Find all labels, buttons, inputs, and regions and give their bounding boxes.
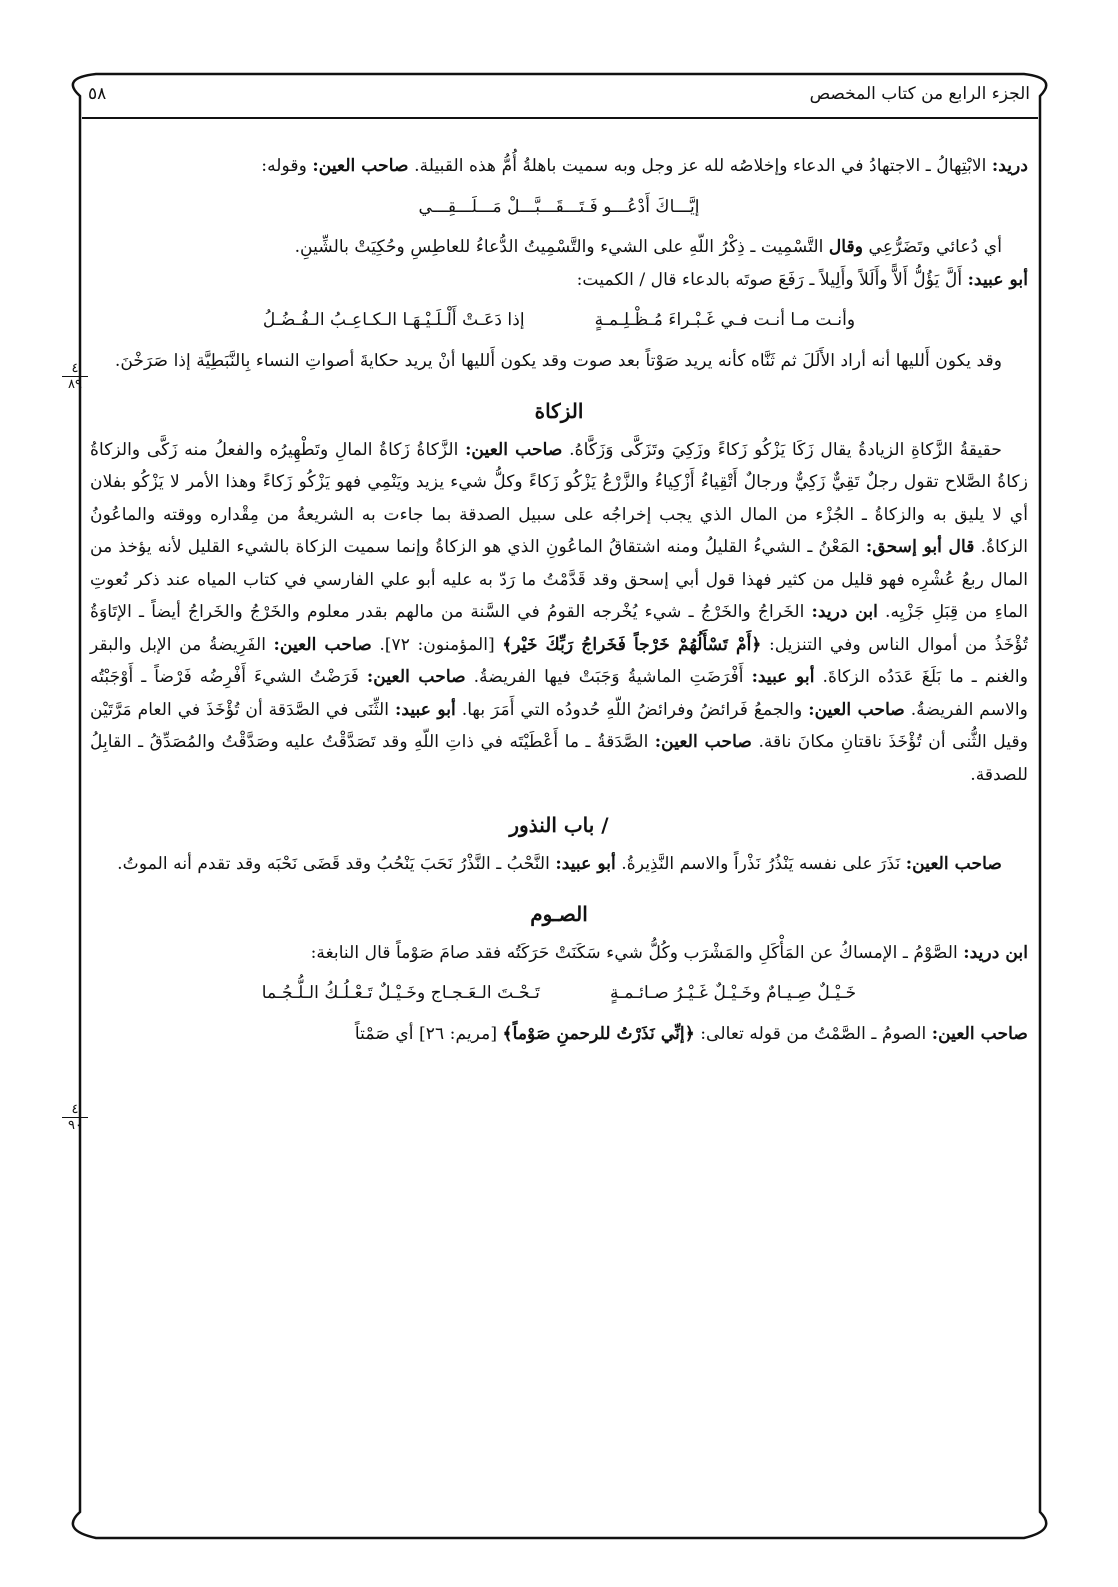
paragraph: صاحب العين: نَذَرَ على نفسه يَنْذُرُ نَذْراً والاسم النَّذِيرةُ. أبو عبيد: النَّحْبُ ـ النَّذْرُ نَحَبَ يَنْحُبُ وقد قَضَى نَحْبَه وقد تقدم أنه الموتُ. [117,853,1002,874]
source-name: أبو عبيد: [967,269,1028,290]
header-title: الجزء الرابع من كتاب المخصص [809,84,1030,104]
quran-quote: ﴿أَمْ تَسْأَلُهُمْ خَرْجاً فَخَراجُ رَبِّكَ خَيْر﴾ [502,634,762,655]
paragraph: حقيقةُ الزَّكاةِ الزيادةُ يقال زَكَا يَزْكُو زَكاءً وزَكِيَ وتَزَكَّى وَزَكَّاهُ. صاحب العين: الزَّكاةُ زَكاةُ المالِ وتَطْهِيرُه والفعلُ منه زَكَّى والزكاةُ زكاةُ الصَّلاح تقول رجلٌ تَقِيٌّ زَكِيٌّ ورجالٌ أَتْقِياءُ أَزْكِياءُ والزَّرْعُ يَزْكُو زَكاءً وكلُّ شيء يزيد ويَنْمِي فهو يَزْكُو زَكاءً وهذا الأمر لا يَزْكُو بفلان أي لا يليق به والزكاةُ ـ الجُزْء من المال الذي يجب إخراجُه على سبيل الصدقة بما جاءت به الشريعةُ من مِقْداره ووقته والماعُونُ الزكاةُ. قال أبو إسحق: المَعْنُ ـ الشيءُ القليلُ ومنه اشتقاقُ الماعُونِ الذي هو الزكاةُ وإنما سميت الزكاة بالشيء القليل لأنه يؤخذ من المال ربعُ عُشْرِه فهو قليل من كثير فهذا قول أبي إسحق وقد قَدَّمْتُ ما رَدّ به عليه أبو علي الفارسي في كتاب المياه عند ذكر نُعوتِ الماءِ من قِبَلِ جَزْيِه. ابن دريد: الخَراجُ والخَرْجُ ـ شيء يُخْرجه القومُ في السَّنة من مالهم بقدر معلوم والخَرْجُ والخَراجُ أيضاً ـ الإتَاوَةُ تُؤْخَذُ من أموال الناس وفي التنزيل: ﴿أَمْ تَسْأَلُهُمْ خَرْجاً فَخَراجُ رَبِّكَ خَيْر﴾ [المؤمنون: ٧٢]. صاحب العين: الفَرِيضةُ من الإبل والبقر والغنم ـ ما بَلَغَ عَدَدُه الزكاةَ. أبو عبيد: أَفْرَضَتِ الماشيةُ وَجَبَتْ فيها الفريضةُ. صاحب العين: فَرَضْتُ الشيءَ أَفْرِضُه فَرْضاً ـ أَوْجَبْتُه والاسم الفريضةُ. صاحب العين: والجمعُ فَرائضُ وفرائضُ اللّهِ حُدودُه التي أَمَرَ بها. أبو عبيد: الثِّنَى في الصَّدَقة أن تُؤْخَذَ في العام مَرَّتَيْن وقيل الثُّنى أن تُؤْخَذَ ناقتانِ مكانَ ناقة. صاحب العين: الصَّدَقةُ ـ ما أَعْطَيْتَه في ذاتِ اللّهِ وقد تَصَدَّقْتُ عليه وصَدَّقْتُ والمُصَدِّقُ ـ القابِلُ للصدقة. [90,439,1029,785]
verse-hemistich-second: إذا دَعَـتْ أَلْـلَـيْـهَـا الـكـاعِـبُ الـفُـضُـلُ [262,310,525,330]
verse-hemistich-first: وأنـت مـا أنـت فـي غَـبْـراءَ مُـظْـلِـمـةٍ [594,310,856,330]
section-heading-zakat: الزكاة [534,399,584,423]
section-heading-nudhur: / باب النذور [509,813,609,837]
paragraph: صاحب العين: الصومُ ـ الصَّمْتُ من قوله تعالى: ﴿إنِّي نَذَرْتُ للرحمنِ صَوْماً﴾ [مريم: ٢٦] أي صَمْتاً [354,1023,1028,1044]
verse-hemistich-second: تَـحْـتَ الـعَـجـاج وخَـيْـلٌ تَـعْـلُـكُ الـلُّـجُـما [261,983,540,1003]
quran-quote: ﴿إنِّي نَذَرْتُ للرحمنِ صَوْماً﴾ [502,1023,695,1044]
paragraph: أبو عبيد: أَلَّ يَؤُلُّ أَلاًّ وأَلَلاً وأَلِيلاً ـ رَفَعَ صوتَه بالدعاء قال / الكميت: [576,269,1028,290]
verse-couplet [90,304,1028,337]
page-number: ٥٨ [88,84,107,104]
margin-page-ref: ٤ ٨٩ [62,362,88,391]
paragraph: وقد يكون أَلليها أنه أراد الأَلَلَ ثم ثَنَّاه كأنه يريد صَوْتاً بعد صوت وقد يكون أَلليها أنْ يريد حكايةَ أصواتِ النساء بِالنَّبَطِيَّة إذا صَرَخْنَ. [114,350,1002,371]
verse-couplet [90,977,1028,1010]
paragraph: ابن دريد: الصَّوْمُ ـ الإمساكُ عن المَأْكَلِ والمَشْرَب وكُلُّ شيء سَكَنَتْ حَرَكَتُه فقد صامَ صَوْماً قال النابغة: [310,942,1028,963]
margin-page-ref: ٤ ٩٠ [62,1103,88,1132]
verse-hemistich-first: خَـيْـلٌ صِـيـامٌ وخَـيْـلٌ غَـيْـرُ صـائـمـةٍ [609,983,857,1003]
source-name: دريد: [991,156,1028,176]
section-heading-sawm: الصـوم [530,902,588,926]
paragraph: أي دُعائي وتَضَرُّعِي وقال التَّسْمِيت ـ ذِكْرُ اللّهِ على الشيء والتَّسْمِيتُ الدُّعاءُ للعاطِسِ وحُكِيَتْ بالشِّينِ. [294,237,1002,257]
page-header [88,84,1030,118]
page-body [90,150,1028,1050]
paragraph: دريد: الابْتِهالُ ـ الاجتهادُ في الدعاء وإخلاصُه لله عز وجل وبه سميت باهلةُ أُمُّ هذه القبيلة. صاحب العين: وقوله: [261,156,1028,176]
source-name: صاحب العين: [312,156,409,176]
verse-line: إيَّـــاكَ أَدْعُـــو فَـتَـــقَـــبَّـــلْ مَـــلَـــقِـــي [418,196,700,217]
